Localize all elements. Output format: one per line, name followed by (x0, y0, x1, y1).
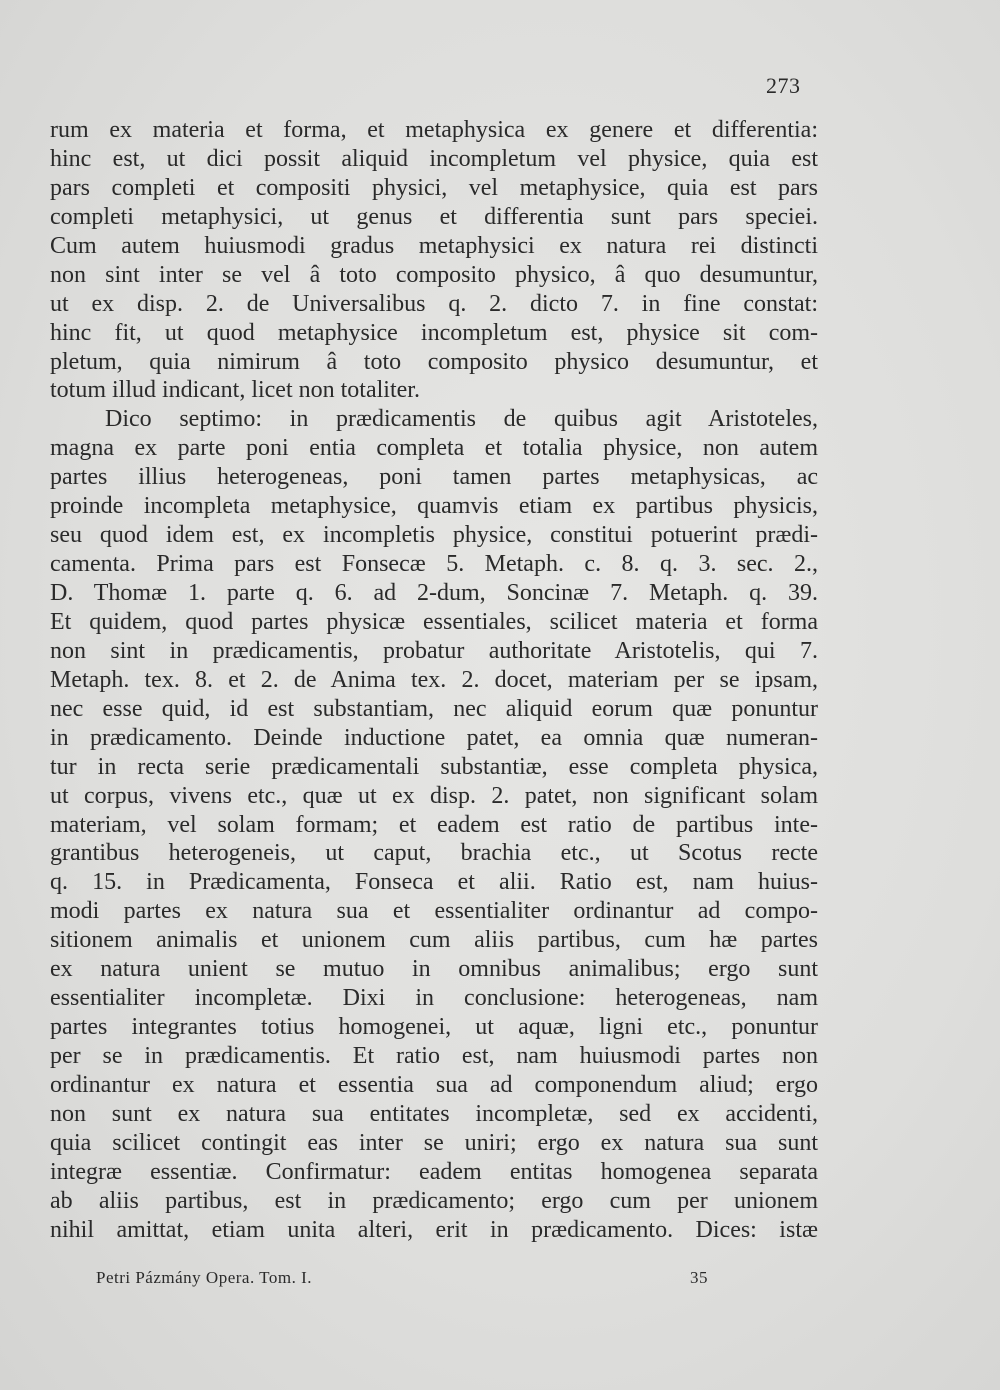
text-line: pletum, quia nimirum â toto composito physico desumuntur, et (50, 348, 818, 375)
text-line: pars completi et compositi physici, vel metaphysice, quia est pars (50, 174, 818, 201)
text-line: proinde incompleta metaphysice, quamvis etiam ex partibus physicis, (50, 493, 818, 520)
text-line: Et quidem, quod partes physicæ essentiales, scilicet materia et forma (50, 608, 818, 635)
text-line: hinc fit, ut quod metaphysice incompletum est, physice sit com- (50, 319, 818, 346)
text-line: grantibus heterogeneis, ut caput, brachia etc., ut Scotus recte (50, 840, 818, 867)
text-line: ab aliis partibus, est in prædicamento; ergo cum per unionem (50, 1187, 818, 1214)
text-line: integræ essentiæ. Confirmatur: eadem entitas homogenea separata (50, 1158, 818, 1185)
text-line: nec esse quid, id est substantiam, nec aliquid eorum quæ ponuntur (50, 695, 818, 722)
text-line: completi metaphysici, ut genus et differentia sunt pars speciei. (50, 203, 818, 230)
text-line: per se in prædicamentis. Et ratio est, nam huiusmodi partes non (50, 1043, 818, 1069)
footer-title: Petri Pázmány Opera. Tom. I. (96, 1268, 312, 1287)
text-line: in prædicamento. Deinde inductione patet, ea omnia quæ numeran- (50, 724, 818, 751)
body-text (50, 116, 818, 1245)
text-line: totum illud indicant, licet non totaliter. (50, 377, 420, 404)
text-line: Metaph. tex. 8. et 2. de Anima tex. 2. docet, materiam per se ipsam, (50, 666, 818, 693)
text-line: modi partes ex natura sua et essentialiter ordinantur ad compo- (50, 898, 818, 925)
text-line: Cum autem huiusmodi gradus metaphysici ex natura rei distincti (50, 232, 818, 259)
footer-signature: 35 (690, 1268, 708, 1287)
text-line: ut ex disp. 2. de Universalibus q. 2. dicto 7. in fine constat: (50, 290, 818, 317)
text-line: partes illius heterogeneas, poni tamen partes metaphysicas, ac (50, 464, 818, 491)
text-line: hinc est, ut dici possit aliquid incompletum vel physice, quia est (50, 145, 818, 172)
text-line: ex natura unient se mutuo in omnibus animalibus; ergo sunt (50, 956, 818, 983)
text-line: magna ex parte poni entia completa et totalia physice, non autem (50, 435, 818, 462)
text-line: tur in recta serie prædicamentali substantiæ, esse completa physica, (50, 753, 818, 780)
text-line: essentialiter incompletæ. Dixi in conclusione: heterogeneas, nam (50, 985, 818, 1012)
text-line: non sint inter se vel â toto composito physico, â quo desumuntur, (50, 261, 818, 288)
text-line: Dico septimo: in prædicamentis de quibus agit Aristoteles, (105, 406, 818, 433)
text-line: ut corpus, vivens etc., quæ ut ex disp. 2. patet, non significant solam (50, 782, 818, 809)
text-line: sitionem animalis et unionem cum aliis partibus, cum hæ partes (50, 927, 818, 954)
text-line: D. Thomæ 1. parte q. 6. ad 2-dum, Soncinæ 7. Metaph. q. 39. (50, 580, 818, 606)
text-line: rum ex materia et forma, et metaphysica ex genere et differentia: (50, 117, 818, 143)
text-line: seu quod idem est, ex incompletis physice, constitui potuerint prædi- (50, 522, 818, 549)
text-line: non sunt ex natura sua entitates incompletæ, sed ex accidenti, (50, 1100, 818, 1127)
text-line: non sint in prædicamentis, probatur authoritate Aristotelis, qui 7. (50, 637, 818, 664)
text-line: materiam, vel solam formam; et eadem est ratio de partibus inte- (50, 811, 818, 838)
text-line: camenta. Prima pars est Fonsecæ 5. Metaph. c. 8. q. 3. sec. 2., (50, 551, 818, 578)
page-number: 273 (766, 73, 801, 98)
text-line: q. 15. in Prædicamenta, Fonseca et alii. Ratio est, nam huius- (50, 869, 818, 896)
text-line: partes integrantes totius homogenei, ut aquæ, ligni etc., ponuntur (50, 1014, 818, 1041)
text-line: ordinantur ex natura et essentia sua ad componendum aliud; ergo (50, 1071, 818, 1098)
text-line: nihil amittat, etiam unita alteri, erit in prædicamento. Dices: istæ (50, 1216, 818, 1243)
text-line: quia scilicet contingit eas inter se uniri; ergo ex natura sua sunt (50, 1129, 818, 1156)
